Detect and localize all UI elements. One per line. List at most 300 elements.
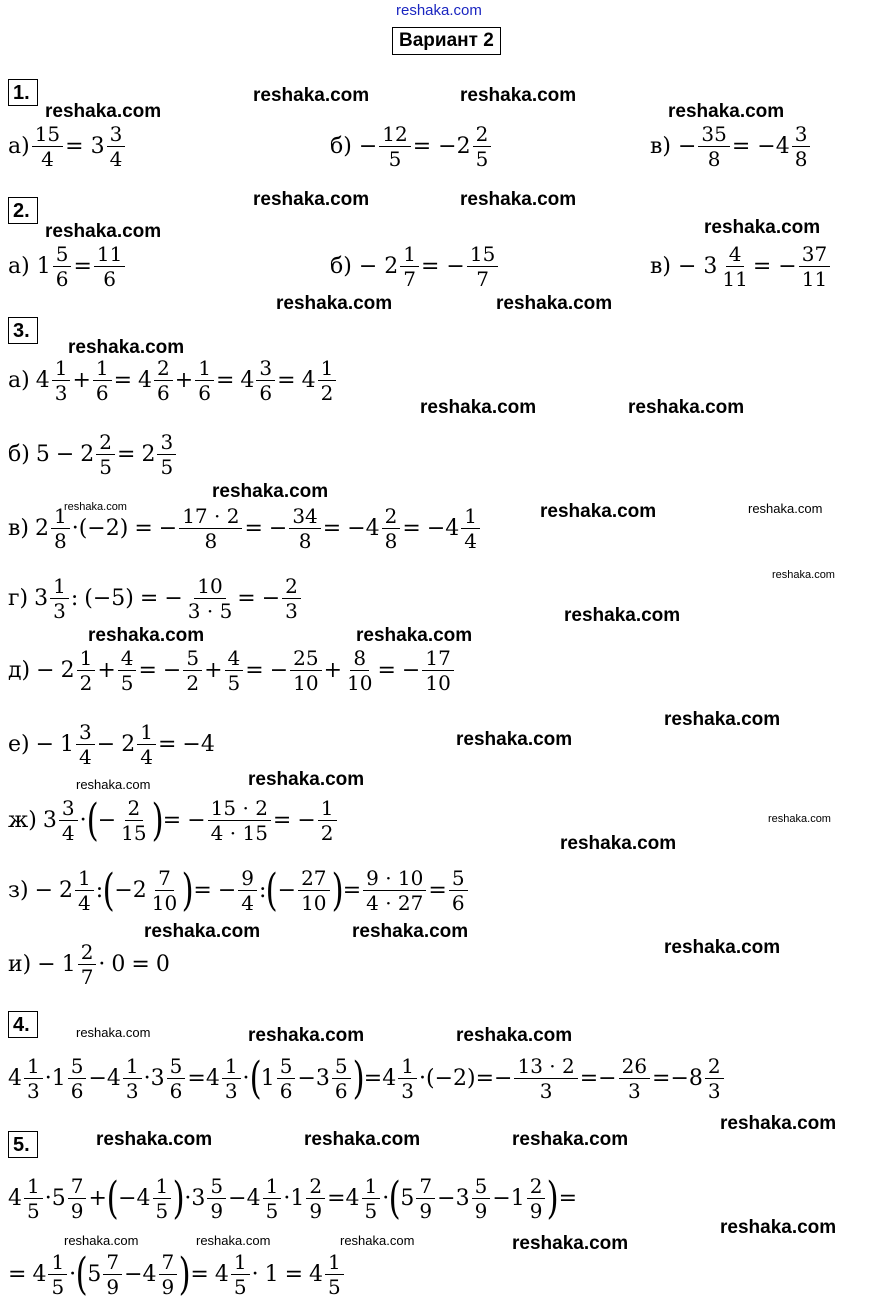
dot: · [242, 1066, 250, 1091]
denominator: 6 [334, 1079, 348, 1103]
minus: − [401, 658, 421, 683]
numerator: 5 [332, 1054, 351, 1079]
denominator: 6 [259, 381, 273, 405]
numerator: 1 [52, 356, 71, 381]
fraction [154, 356, 173, 405]
fraction [318, 796, 337, 845]
watermark: reshaka.com [560, 833, 677, 854]
fraction [363, 866, 426, 915]
whole: 1 [60, 732, 75, 757]
numerator: 27 [298, 866, 329, 891]
minus: − [217, 878, 237, 903]
big-rparen: ) [181, 864, 194, 916]
task5-line2 [8, 1250, 346, 1299]
equals: = [8, 1262, 27, 1287]
fraction [118, 646, 137, 695]
denominator: 3 · 5 [187, 599, 233, 623]
denominator: 6 [451, 891, 465, 915]
numerator: 3 [107, 122, 126, 147]
fraction [94, 242, 125, 291]
numerator: 2 [382, 504, 401, 529]
watermark: reshaka.com [420, 397, 537, 418]
minus: − [492, 1186, 511, 1211]
minus: − [297, 1066, 316, 1091]
numerator: 1 [123, 1054, 142, 1079]
task2-c [650, 242, 832, 291]
numerator: 7 [416, 1174, 435, 1199]
label: а) 1 [8, 254, 51, 279]
task3-d [8, 646, 456, 695]
fraction [231, 1250, 250, 1299]
denominator: 5 [475, 147, 489, 171]
fraction [527, 1174, 546, 1223]
numerator: 5 [53, 242, 72, 267]
denominator: 5 [328, 1275, 341, 1299]
task3-z [8, 866, 470, 915]
plus: + [88, 1186, 107, 1211]
big-rparen: ) [172, 1172, 185, 1224]
whole: −8 [670, 1066, 703, 1091]
plus: + [204, 658, 223, 683]
fraction [416, 1174, 435, 1223]
denominator: 5 [51, 1275, 65, 1299]
whole: 2 [141, 442, 156, 467]
colon: : [259, 878, 267, 903]
denominator: 9 [529, 1199, 543, 1223]
label: в) − 3 [650, 254, 718, 279]
denominator: 3 [224, 1079, 238, 1103]
watermark: reshaka.com [64, 1233, 139, 1248]
minus: − [34, 878, 54, 903]
watermark: reshaka.com [88, 625, 205, 646]
denominator: 4 [41, 147, 54, 171]
numerator: 3 [157, 430, 176, 455]
denominator: 11 [722, 267, 748, 291]
dot: · [418, 1066, 426, 1091]
watermark: reshaka.com [460, 189, 577, 210]
colon: : [95, 878, 104, 903]
minus: − [228, 1186, 247, 1211]
fraction [24, 1054, 43, 1103]
numerator: 2 [96, 430, 115, 455]
fraction [325, 1250, 344, 1299]
watermark: reshaka.com [704, 217, 821, 238]
minus: − [297, 808, 316, 833]
numerator: 1 [48, 1250, 67, 1275]
plus: + [72, 368, 91, 393]
watermark: reshaka.com [352, 921, 469, 942]
dot: · [283, 1186, 291, 1211]
equals: = − [752, 254, 797, 279]
numerator: 34 [289, 504, 320, 529]
task2-b [330, 242, 500, 291]
equals: = [363, 1066, 383, 1091]
fraction [185, 574, 236, 623]
denominator: 4 [109, 147, 123, 171]
watermark: reshaka.com [45, 101, 162, 122]
whole: 4 [246, 1186, 261, 1211]
watermark: reshaka.com [664, 709, 781, 730]
site-header-watermark[interactable]: reshaka.com [396, 2, 482, 19]
fraction [76, 720, 95, 769]
number: 1 [264, 1262, 279, 1287]
whole: 5 [400, 1186, 415, 1211]
denominator: 5 [364, 1199, 378, 1223]
number: −4 [182, 732, 215, 757]
equals: = − [420, 254, 465, 279]
plus: + [323, 658, 343, 683]
denominator: 8 [298, 529, 312, 553]
numerator: 25 [290, 646, 321, 671]
lparen: ( [78, 516, 88, 541]
watermark: reshaka.com [664, 937, 781, 958]
denominator: 3 [125, 1079, 139, 1103]
fraction [153, 1174, 172, 1223]
whole: 4 [240, 368, 255, 393]
numerator: 5 [207, 1174, 226, 1199]
dot: · [71, 516, 79, 541]
whole: −4 [426, 516, 460, 541]
minus: − [261, 586, 281, 611]
fraction [449, 866, 468, 915]
fraction [222, 1054, 241, 1103]
fraction [263, 1174, 282, 1223]
watermark: reshaka.com [772, 569, 835, 581]
numerator: 5 [449, 866, 468, 891]
fraction [24, 1174, 43, 1223]
fraction [159, 1250, 178, 1299]
whole: 2 [60, 658, 75, 683]
fraction [149, 866, 180, 915]
label: в) − [650, 134, 697, 159]
denominator: 10 [301, 891, 327, 915]
dot: · [251, 1262, 259, 1287]
denominator: 4 [78, 891, 91, 915]
denominator: 6 [198, 381, 211, 405]
watermark: reshaka.com [540, 501, 657, 522]
label: б) − 2 [330, 254, 399, 279]
minus: − [97, 808, 117, 833]
numerator: 15 · 2 [208, 796, 271, 821]
big-lparen: ( [106, 1172, 119, 1224]
fraction [225, 646, 244, 695]
fraction [93, 356, 112, 405]
minus: − [158, 516, 178, 541]
number: −2 [434, 1066, 467, 1091]
denominator: 10 [293, 671, 319, 695]
equals: = [237, 586, 256, 611]
numerator: 26 [619, 1054, 650, 1079]
numerator: 17 [422, 646, 453, 671]
fraction [306, 1174, 325, 1223]
minus: − [88, 1066, 107, 1091]
denominator: 2 [186, 671, 200, 695]
whole: 5 [51, 1186, 66, 1211]
fraction [799, 242, 830, 291]
numerator: 15 [467, 242, 498, 267]
rparen: ) [125, 586, 134, 611]
numerator: 12 [379, 122, 410, 147]
watermark: reshaka.com [512, 1233, 629, 1254]
numerator: 17 · 2 [179, 504, 242, 529]
fraction [78, 940, 97, 989]
fraction [53, 242, 72, 291]
big-lparen: ( [75, 1248, 88, 1300]
denominator: 2 [320, 821, 334, 845]
denominator: 8 [707, 147, 721, 171]
minus: − [598, 1066, 617, 1091]
whole: 3 [150, 1066, 165, 1091]
denominator: 4 [79, 745, 92, 769]
fraction [719, 242, 750, 291]
minus: − [36, 658, 55, 683]
watermark: reshaka.com [248, 1025, 365, 1046]
fraction [195, 356, 214, 405]
numerator: 8 [350, 646, 369, 671]
numerator: 4 [225, 646, 244, 671]
task3-zh [8, 796, 339, 845]
rparen: ) [467, 1066, 476, 1091]
whole: 4 [35, 368, 50, 393]
fraction [398, 1054, 417, 1103]
whole: 1 [510, 1186, 525, 1211]
fraction [467, 242, 498, 291]
denominator: 6 [70, 1079, 84, 1103]
denominator: 10 [347, 671, 373, 695]
denominator: 10 [425, 671, 451, 695]
fraction [362, 1174, 381, 1223]
watermark: reshaka.com [212, 481, 329, 502]
numerator: 4 [118, 646, 137, 671]
number: −5 [92, 586, 126, 611]
denominator: 5 [155, 1199, 169, 1223]
numerator: 2 [306, 1174, 325, 1199]
whole: 4 [138, 368, 153, 393]
task3-i [8, 940, 170, 989]
watermark: reshaka.com [456, 729, 573, 750]
denominator: 5 [265, 1199, 279, 1223]
watermark: reshaka.com [340, 1233, 415, 1248]
dot: · [143, 1066, 151, 1091]
watermark: reshaka.com [96, 1129, 213, 1150]
equals: = [402, 516, 421, 541]
watermark: reshaka.com [144, 921, 261, 942]
task-number: 2. [8, 197, 38, 224]
denominator: 15 [121, 821, 147, 845]
denominator: 6 [95, 381, 109, 405]
denominator: 8 [204, 529, 218, 553]
denominator: 7 [403, 267, 416, 291]
numerator: 4 [726, 242, 745, 267]
equals: = [193, 878, 212, 903]
denominator: 3 [53, 599, 66, 623]
fraction [400, 242, 419, 291]
task3-e [8, 720, 215, 769]
whole: 3 [42, 808, 57, 833]
fraction [179, 504, 242, 553]
task3-a [8, 356, 338, 405]
denominator: 3 [539, 1079, 553, 1103]
dot: · [79, 808, 87, 833]
numerator: 1 [231, 1250, 250, 1275]
denominator: 3 [627, 1079, 641, 1103]
fraction [51, 504, 70, 553]
task4-line [8, 1054, 726, 1103]
numerator: 7 [68, 1174, 87, 1199]
minus: − [494, 1066, 513, 1091]
numerator: 1 [461, 504, 480, 529]
denominator: 11 [801, 267, 828, 291]
numerator: 7 [159, 1250, 178, 1275]
equals: = [190, 1262, 209, 1287]
numerator: 1 [137, 720, 156, 745]
numerator: 5 [183, 646, 202, 671]
whole: 3 [191, 1186, 206, 1211]
numerator: 1 [24, 1174, 43, 1199]
fraction [59, 796, 78, 845]
equals: = [157, 732, 177, 757]
equals: = [428, 878, 447, 903]
equals: = [272, 808, 292, 833]
fraction [282, 574, 301, 623]
denominator: 7 [476, 267, 489, 291]
denominator: 8 [794, 147, 808, 171]
fraction [422, 646, 453, 695]
task-number: 5. [8, 1131, 38, 1158]
numerator: 3 [59, 796, 78, 821]
watermark: reshaka.com [45, 221, 162, 242]
equals: = −4 [731, 134, 790, 159]
watermark: reshaka.com [76, 1025, 151, 1040]
numerator: 5 [472, 1174, 491, 1199]
big-rparen: ) [547, 1172, 560, 1224]
watermark: reshaka.com [64, 501, 127, 513]
minus: − [96, 732, 116, 757]
watermark: reshaka.com [456, 1025, 573, 1046]
watermark: reshaka.com [356, 625, 473, 646]
watermark: reshaka.com [76, 777, 151, 792]
task5-line1 [8, 1174, 577, 1223]
numerator: 2 [705, 1054, 724, 1079]
fraction [96, 430, 115, 479]
dot: · [98, 952, 106, 977]
numerator: 2 [527, 1174, 546, 1199]
whole: 4 [8, 1186, 22, 1211]
number: 0 [111, 952, 126, 977]
watermark: reshaka.com [253, 85, 370, 106]
fraction [289, 504, 320, 553]
numerator: 1 [93, 356, 112, 381]
equals: = [322, 516, 342, 541]
dot: · [184, 1186, 192, 1211]
fraction [50, 574, 69, 623]
task1-c [650, 122, 812, 171]
denominator: 2 [320, 381, 334, 405]
equals: = [277, 368, 296, 393]
whole: 1 [51, 1066, 66, 1091]
equals: = [377, 658, 396, 683]
fraction [118, 796, 149, 845]
fraction [298, 866, 329, 915]
equals: = [73, 254, 92, 279]
denominator: 9 [474, 1199, 488, 1223]
task-number: 1. [8, 79, 38, 106]
page-title: Вариант 2 [392, 27, 501, 55]
denominator: 3 [27, 1079, 40, 1103]
denominator: 6 [103, 267, 116, 291]
numerator: 9 [238, 866, 257, 891]
whole: −4 [118, 1186, 151, 1211]
fraction [256, 356, 275, 405]
number: 0 [155, 952, 170, 977]
plus: + [174, 368, 194, 393]
fraction [103, 1250, 122, 1299]
watermark: reshaka.com [276, 293, 393, 314]
lparen: ( [84, 586, 93, 611]
denominator: 7 [80, 965, 94, 989]
whole: 4 [345, 1186, 360, 1211]
fraction [68, 1174, 87, 1223]
task1-b [330, 122, 493, 171]
denominator: 5 [160, 455, 174, 479]
whole: 2 [59, 878, 74, 903]
whole: 2 [34, 516, 49, 541]
fraction [157, 430, 176, 479]
dot: · [382, 1186, 390, 1211]
fraction [461, 504, 480, 553]
fraction [792, 122, 811, 171]
big-lparen: ( [266, 864, 279, 916]
equals: = [284, 1262, 304, 1287]
numerator: 2 [473, 122, 492, 147]
minus: − [162, 658, 182, 683]
minus: − [437, 1186, 456, 1211]
big-lparen: ( [86, 794, 99, 846]
numerator: 2 [282, 574, 301, 599]
whole: 3 [315, 1066, 330, 1091]
watermark: reshaka.com [253, 189, 370, 210]
fraction [290, 646, 321, 695]
label: б) − [330, 134, 378, 159]
fraction [52, 356, 71, 405]
numerator: 3 [256, 356, 275, 381]
numerator: 5 [167, 1054, 186, 1079]
big-rparen: ) [352, 1052, 365, 1104]
minus: − [164, 586, 183, 611]
fraction [32, 122, 63, 171]
watermark: reshaka.com [720, 1113, 837, 1134]
label: в) [8, 516, 29, 541]
numerator: 1 [398, 1054, 417, 1079]
denominator: 9 [70, 1199, 84, 1223]
number: −2 [87, 516, 120, 541]
dot: · [44, 1066, 52, 1091]
fraction [472, 1174, 491, 1223]
denominator: 6 [157, 381, 170, 405]
denominator: 6 [169, 1079, 183, 1103]
numerator: 1 [50, 574, 69, 599]
minus: − [277, 878, 297, 903]
denominator: 4 · 27 [366, 891, 424, 915]
numerator: 5 [68, 1054, 87, 1079]
watermark: reshaka.com [768, 813, 831, 825]
whole: −2 [114, 878, 147, 903]
numerator: 1 [362, 1174, 381, 1199]
equals: = [475, 1066, 495, 1091]
whole: 3 [455, 1186, 470, 1211]
numerator: 11 [94, 242, 125, 267]
equals: = [327, 1186, 346, 1211]
